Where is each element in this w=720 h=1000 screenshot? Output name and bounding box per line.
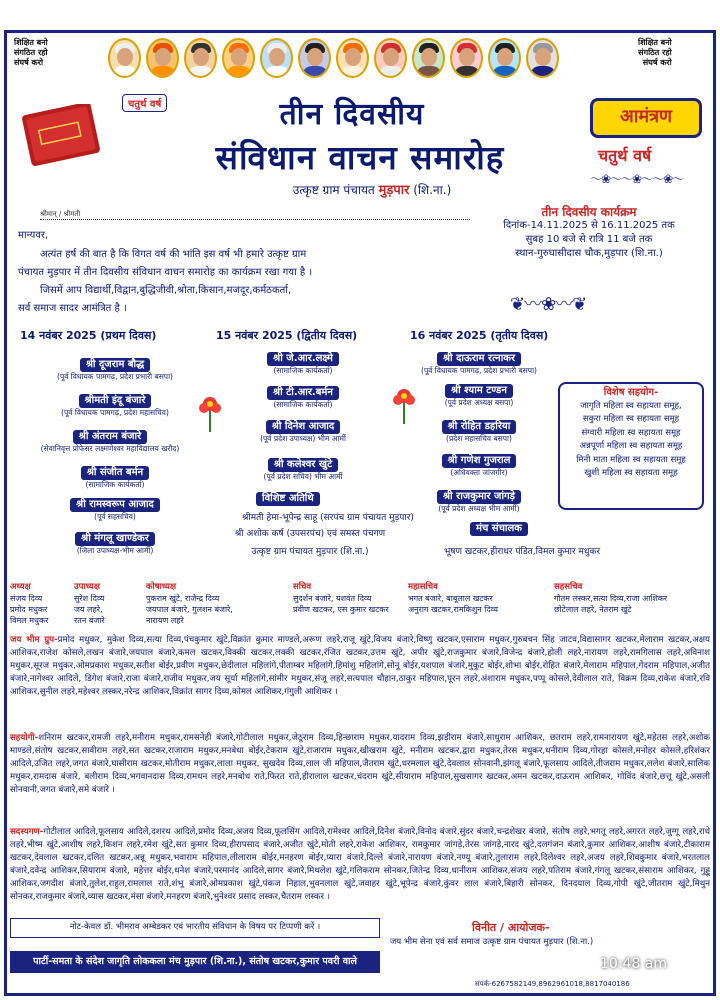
subtitle-place: मुड़पार <box>378 183 410 198</box>
day2-person <box>228 380 378 410</box>
constitution-book-icon <box>18 104 104 166</box>
role-title: सहसचिव <box>554 582 583 592</box>
special-item: जागृति महिला स्व सहायता समूह, <box>580 400 682 411</box>
greeting: मान्यवर, <box>18 230 49 241</box>
anchors-names: भूषण खटकर,हीराधर पंडित,विमल कुमार मधुकर <box>443 547 601 557</box>
day1-person <box>40 388 190 418</box>
person-name: श्री टी.आर.बर्मन <box>267 386 339 400</box>
slogan-line: शिक्षित बनो <box>14 38 48 47</box>
day1-heading: 14 नवंबर 2025 (प्रथम दिवस) <box>20 329 157 342</box>
program-venue: स्थान-गुरुघासीदास चौक,मुड़पार (शि.ना.) <box>515 248 663 259</box>
person-role: (पूर्व प्रदेश सचिव) भीम आर्मी <box>263 472 343 481</box>
role-name: जय लहरे, <box>74 605 103 614</box>
subtitle-prefix: उत्कृष्ट ग्राम पंचायत <box>292 183 375 197</box>
person-role: (पूर्व सहसचिव) <box>94 512 136 521</box>
person-role: (सेवानिवृत्त प्रोफेसर लक्ष्मणेश्वर महाविद्यालय खरौद) <box>40 444 180 453</box>
day3-person <box>404 414 554 444</box>
portrait <box>184 38 217 78</box>
day1-person <box>10 424 210 454</box>
slogan-line: संघर्ष करो <box>642 58 672 67</box>
special-heading: विशेष सहयोग- <box>603 387 659 398</box>
vinit-line: जय भीम सेना एवं सर्व समाज उत्कृष्ट ग्राम पंचायत मुड़पार (शि.ना.) <box>390 937 594 947</box>
program-box <box>476 205 702 261</box>
para2-line1: जिसमें आप विद्यार्थी,विद्वान,बुद्धिजीवी,श्रोता,किसान,मजदूर,कर्मठकर्ता, <box>40 285 292 296</box>
year-tag-right: चतुर्थ वर्ष <box>598 146 652 165</box>
person-name: श्री दिनेश आजाद <box>266 420 340 434</box>
day3-person <box>404 378 554 408</box>
slogan-line: संगठित रहो <box>14 48 48 57</box>
person-role: (पूर्व प्रदेश उपाध्यक्ष) भीम आर्मी <box>260 434 346 443</box>
timestamp-overlay: 10:48 am <box>600 956 668 972</box>
person-name: श्री रोहित डहरिया <box>442 420 517 434</box>
role-name: संजय दिव्य <box>10 594 43 603</box>
portrait <box>260 38 293 78</box>
role-title: महासचिव <box>408 582 438 592</box>
flower-icon <box>390 384 418 424</box>
person-role: (सामाजिक कार्यकर्ता) <box>273 400 333 409</box>
person-name: श्री संजीत बर्मन <box>81 466 149 480</box>
role-name: नारायण लहरे <box>146 616 184 625</box>
role-name: जयपाल बंजारे, गुलशन बंजारे, <box>146 605 233 614</box>
anchors-heading: मंच संचालक <box>470 522 528 536</box>
special-item: संग्वारी महिला स्व सहायता समूह <box>581 427 681 438</box>
subtitle-suffix: (शि.ना.) <box>413 183 452 197</box>
role-name: अनुराग खटकर,रामकिशुन दिव्य <box>408 605 498 614</box>
role-title: उपाध्यक्ष <box>74 582 100 592</box>
group-text: शनिराम खटकर,रामजी लहरे,मनीराम मधुकर,रामसनेही बंजारे,गोटीलाल मधुकर,जेठूराम दिव्य,हिन्छाराम मधुकर,यादराम दिव्य,झड़ीराम बंजारे,साधुराम आशिकर, छतराम लहरे,रामनारायण खुंटे,महेतस लहरे,अशोक माण्डले,संतोष खटकर,सावीराम लहरे,सत खटकर,राजाराम मधुकर,मनबेधा बोईर,टेकराम खुंटे,राजाराम मधुकर,खीखराम खुंटे, मनीराम खटकर,द्वारा मधुकर,तेरस मधुकर,धनीराम दिव्य,गोरहा कोसले,मनोहर कोसले,हरिशंकर आदिले,उजित लहरे,जगत बंजारे,घासीराम खटकर,मोतीराम मधुकर,लाला मधुकर, सुखदेव दिव्य,लाल जी महिपाल,जैतराम खुंटे,धरमलाल खुंटे,देवलाल सोनवानी,झंगलू बंजारे,फूलसाय आदिले,तीजराम मधुकर,ललेश बंजारे,सालिक मधुकर,रामदास बंजारे, बलीराम दिव्य,भगवानदास दिव्य,रामधन लहरे,मनबोध राते,फिरत राते,हीरालाल खटकर,चंदराम खुंटे,सीयाराम महिपाल,सुखसागर खटकर,अमन खटकर,दाऊराम आशिकर, गोविंद बंजारे,छत्तू खुंटे,असली सोनवानी,जगत बंजारे,समे बंजारे । <box>10 733 710 795</box>
day2-person <box>228 452 378 482</box>
group-title: सहयोगी- <box>10 733 39 743</box>
day1-person <box>40 492 190 522</box>
person-name: श्री दाऊराम रत्नाकर <box>437 352 521 366</box>
person-name: श्री रामस्वरूप आजाद <box>70 498 160 512</box>
title-line-1: तीन दिवसीय <box>279 97 425 132</box>
person-role: (पूर्व विधायक पामगढ़, प्रदेश प्रभारी बसपा) <box>57 372 173 381</box>
salutation-line <box>40 210 470 220</box>
bottom-banner: पार्टी-समता के संदेश जागृति लोककला मंच मुड़पार (शि.ना.), संतोष खटकर,कुमार पवरी वाले <box>10 951 380 973</box>
committee-roles <box>8 582 712 634</box>
portrait <box>488 38 521 78</box>
role-name: गौतम लस्कर,सत्या दिव्य,राजा आशिकर <box>554 594 668 603</box>
role-block <box>293 582 389 615</box>
person-role: (पूर्व प्रदेश अध्यक्ष भीम आर्मी) <box>438 504 520 513</box>
role-block <box>554 582 667 615</box>
special-item: खुशी महिला स्व सहायता समूह <box>584 468 678 478</box>
portrait <box>374 38 407 78</box>
group-title: सदस्यगण- <box>10 827 44 837</box>
role-name: सुरेश दिव्य <box>74 594 105 603</box>
person-name: श्री गणेश गुजराल <box>442 454 517 468</box>
group-title: जय भीम ग्रुप- <box>10 635 58 645</box>
person-name: श्रीमती इंदू बंजारे <box>79 394 152 408</box>
slogan-right <box>638 38 672 68</box>
person-role: (पूर्व विधायक पामगढ़, प्रदेश महासचिव) <box>61 408 169 417</box>
day1-person <box>40 526 190 556</box>
day3-heading: 16 नवंबर 2025 (तृतीय दिवस) <box>410 329 549 342</box>
role-block <box>146 582 233 626</box>
para2-line2: सर्व समाज सादर आमंत्रित है । <box>18 303 127 314</box>
person-role: (जिला उपाध्यक्ष-भीम आर्मी) <box>76 546 154 555</box>
role-block <box>10 582 48 626</box>
portrait <box>412 38 445 78</box>
guests-heading: विशिष्ट अतिथि <box>256 492 320 506</box>
group-sahyogi <box>10 732 710 797</box>
day3-person <box>404 346 554 376</box>
portrait-row <box>108 38 559 78</box>
guest-line: श्रीमती हेमा-भूपेन्द्र साहू (सरपंच ग्राम पंचायत मुड़पार) <box>242 513 414 523</box>
contact-numbers: संपर्क-6267582149,8962961018,8817040186 <box>475 980 630 988</box>
guest-line: श्री अशोक कर्ष (उपसरपंच) एवं समस्त पंचगण <box>234 529 386 539</box>
role-block <box>408 582 498 615</box>
flourish-ornament: ❦〰❀〰❦ <box>510 294 587 315</box>
day1-person <box>40 460 190 490</box>
portrait <box>108 38 141 78</box>
group-members <box>10 826 710 904</box>
portrait <box>298 38 331 78</box>
program-dates: दिनांक-14.11.2025 से 16.11.2025 तक <box>503 220 675 231</box>
year-tag-left: चतुर्थ वर्ष <box>122 94 167 112</box>
portrait <box>336 38 369 78</box>
person-role: (पूर्व विधायक पामगढ़, प्रदेश प्रभारी बसपा) <box>421 366 537 375</box>
day2-person <box>228 346 378 376</box>
portrait <box>526 38 559 78</box>
group-jai-bhim <box>10 634 710 699</box>
role-name: भगत बंजारे, बाबूलाल खटकर <box>408 594 493 603</box>
portrait <box>222 38 255 78</box>
role-name: छोटेलाल लहरे, नेतराम खुंटे <box>554 605 632 614</box>
title-line-2: संविधान वाचन समारोह <box>215 138 505 177</box>
para1-line1: अत्यंत हर्ष की बात है कि विगत वर्ष की भांति इस वर्ष भी हमारे उत्कृष्ट ग्राम <box>40 249 307 260</box>
special-support-box <box>558 382 704 510</box>
role-name: प्रवीण खटकर, एस कुमार खटकर <box>293 605 389 614</box>
person-name: श्री जे.आर.लक्ष्मे <box>267 352 339 366</box>
portrait <box>450 38 483 78</box>
program-heading: तीन दिवसीय कार्यक्रम <box>541 205 637 219</box>
role-name: सुदर्शन बंजारे, यशवंत दिव्य <box>293 594 372 603</box>
person-role: (पूर्व प्रदेश अध्यक्ष बसपा) <box>444 398 514 407</box>
sri-label: श्रीमान् / श्रीमती <box>40 210 81 218</box>
person-role: (सामाजिक कार्यकर्ता) <box>85 480 145 489</box>
person-name: श्री श्याम टण्डन <box>445 384 513 398</box>
person-role: (अधिवक्ता जांजगीर) <box>450 468 508 477</box>
note-box: नोट-केवल डॉ. भीमराव अम्बेडकर एवं भारतीय संविधान के विषय पर टिप्पणी करें । <box>10 918 380 938</box>
role-title: अध्यक्ष <box>10 582 31 592</box>
day2-person <box>228 414 378 444</box>
group-text: प्रमोद मधुकर, मुकेश दिव्य,सत्या दिव्य,पंचकुमार खुंटे,विक्रांत कुमार माण्डले,अरूण लहरे,राजू खुंटे,विजय बंजारे,विष्णु खटकर,एसाराम मधुकर,गुरुबचन सिंह जाटव,विद्यासागर खटकर,मेलाराम खटकर,अक्षय आशिकर,राजेश कोसले,लखन बंजारे,जयपाल बंजारे,कमल खटकर,विक्की खटकर,लक्की खटकर,रंजित खटकर,उत्तम खुंटे, अपीर खुंटे,राजकुमार बंजारे,विजेन्द्र बंजारे,होली लहरे,नारायण लहरे,रामगिलास लहरे,अविनाश मधुकर,सूरज मधुकर,ओमप्रकाश मधुकर,सतीश बोईर,प्रवीण मधुकर,छेदीलाल महिलांगे,पीताम्बर महिलांगे,हिमांशु महिलांगे,सोनू बोईर,यशपाल बंजारे,मुकुट बोईर,शोभा बोईर,रोहित बंजारे,मेलाराम महिपाल,गेंदराम महिपाल,अजीत बंजारे,नागेश्वर आदिले, डिगेश बंजारे,राजा बंजारे,राजीव मधुकर,जय सूर्या महिलांगे,सांमीर मधुकर,संजू लहरे,सत्यपाल चौहान,ठाकुर महिपाल,पूरन लहरे,अंशाराम मधुकर,पप्पू कोसले,देवीलाल राते, विक्रम दिव्य,राकेश बंजारे,रवि आशिकर,सुनील लहरे,महेश्वर लस्कर,नरेन्द्र आशिकर,विक्रांत सागर दिव्य,कोमल आशिकर,गंगुली आशिकर । <box>10 635 710 697</box>
slogan-line: संघर्ष करो <box>14 58 44 67</box>
subtitle <box>232 180 512 198</box>
person-name: श्री राजकुमार जांगड़े <box>437 490 521 504</box>
para1-line2: पंचायत मुड़पार में तीन दिवसीय संविधान वाचन समारोह का कार्यक्रम रखा गया है । <box>18 267 313 278</box>
role-name: रतन बंजारे <box>74 616 105 625</box>
portrait <box>146 38 179 78</box>
flourish-ornament: 〜❀〜〜❀〜〜❀〜 <box>590 172 684 186</box>
slogan-line: शिक्षित बनो <box>638 38 672 47</box>
person-name: श्री अंतराम बंजारे <box>73 430 147 444</box>
day3-person <box>404 448 554 478</box>
person-role: (सामाजिक कार्यकर्ता) <box>273 366 333 375</box>
role-title: सचिव <box>293 582 312 592</box>
special-item: अन्नपूर्णा महिला स्व सहायता समूह <box>579 441 683 451</box>
person-name: श्री मंगलू खाण्डेकर <box>75 532 155 546</box>
special-item: मिनी माता महिला स्व सहायता समूह <box>576 454 686 465</box>
day2-heading: 15 नवंबर 2025 (द्वितीय दिवस) <box>216 329 358 342</box>
slogan-line: संगठित रहो <box>638 48 672 57</box>
role-title: कोषाध्यक्ष <box>146 582 177 592</box>
vinit-heading: विनीत / आयोजक- <box>472 921 550 934</box>
invite-badge: आमंत्रण <box>590 98 702 138</box>
role-block <box>74 582 105 626</box>
group-text: गोटीलाल आदिले,फूलसाय आदिले,दशरथ आदिले,प्रमोद दिव्य,अजय दिव्य,फूलसिंग आदिले,रामेश्वर आदिले,दिनेश बंजारे,विनोद बंजारे,सुंदर बंजारे,चन्द्रशेखर बंजारे, संतोष लहरे,भगतू लहरे,अगरत लहरे,जुग्गू लहरे,राधे लहरे,भीष्म खुंटे,आशीष लहरे,किशन लहरे,रमेश खुंटे,सत कुमार दिव्य,हीरापसाद बंजारे,अजीत खुंटे,मोती लहरे,राकेश आशिकर, रामकुमार जांगड़े,तेरस जांगड़े,नारद खुंटे,दलगंजन बंजारे,कुमार आशिकर,आशीष बंजारे,टीकाराम खटकर,देवलाल खटकर,दलित खटकर,अन्नू मधुकर,भवाराम महिपाल,लीलाराम बोईर,मनहरण बोईर,प्यारा बंजारे,दिल्ले बंजारे,नारायण बंजारे,नण्यू बंजारे,तुलाराम लहरे,दिलेश्वर लहरे,अजय लहरे,शिवकुमार बंजारे,भरतलाल बंजारे,दवेन्द्र आशिकर,सियाराम बंजारे, महेत्तर बोईर,धनेश बंजारे,परमानंद आदिले,सागर बंजारे,मिथलेश खुंटे,गलिकराम सोनकर,जितेन्द्र दिव्य,धानीराम आशिकर,संजय लहरे,पतिराम बंजारे,गंगलू खटकर,संसाराम आशिकर, गुड्डू आशिकर,जगदीश बंजारे,तुलेश,राहुल,रामलाल राते,शंभू बंजारे,ओमप्रकाश खुंटे,पंकज निहाल,भुवनलाल खुंटे,जवाहर खुंटे,भूपेन्द्र बंजारे,कुंवर लाल बंजारे,बिहारी सोनकर, दिनदयाल दिव्य,गोपी खुंटे,जीतराम खुंटे,मिथुन सोनकर,राजकुमार बंजारे,व्यास खटकर,मंसा बंजारे,मनहरण बंजारे,भुनेश्वर प्रसाद लस्कर,चैतराम लस्कर । <box>10 827 710 902</box>
program-time: सुबह 10 बजे से रात्रि 11 बजे तक <box>525 234 653 245</box>
day1-person <box>40 352 190 382</box>
role-name: विमल मधुकर <box>10 616 49 625</box>
role-name: पुकराम खुंटे, राजेन्द्र दिव्य <box>146 594 220 603</box>
special-item: सकुरा महिला स्व सहायता समूह <box>582 414 680 424</box>
role-name: प्रमोद मधुकर <box>10 605 48 614</box>
slogan-left <box>14 38 48 68</box>
flower-icon <box>196 392 224 432</box>
guest-line: उत्कृष्ट ग्राम पंचायत मुड़पार (शि.ना.) <box>251 547 369 557</box>
person-name: श्री दूजराम बौद्ध <box>80 358 150 372</box>
person-role: (प्रदेश महासचिव बसपा) <box>446 434 512 443</box>
person-name: श्री कलेश्वर खुंटे <box>268 458 338 472</box>
